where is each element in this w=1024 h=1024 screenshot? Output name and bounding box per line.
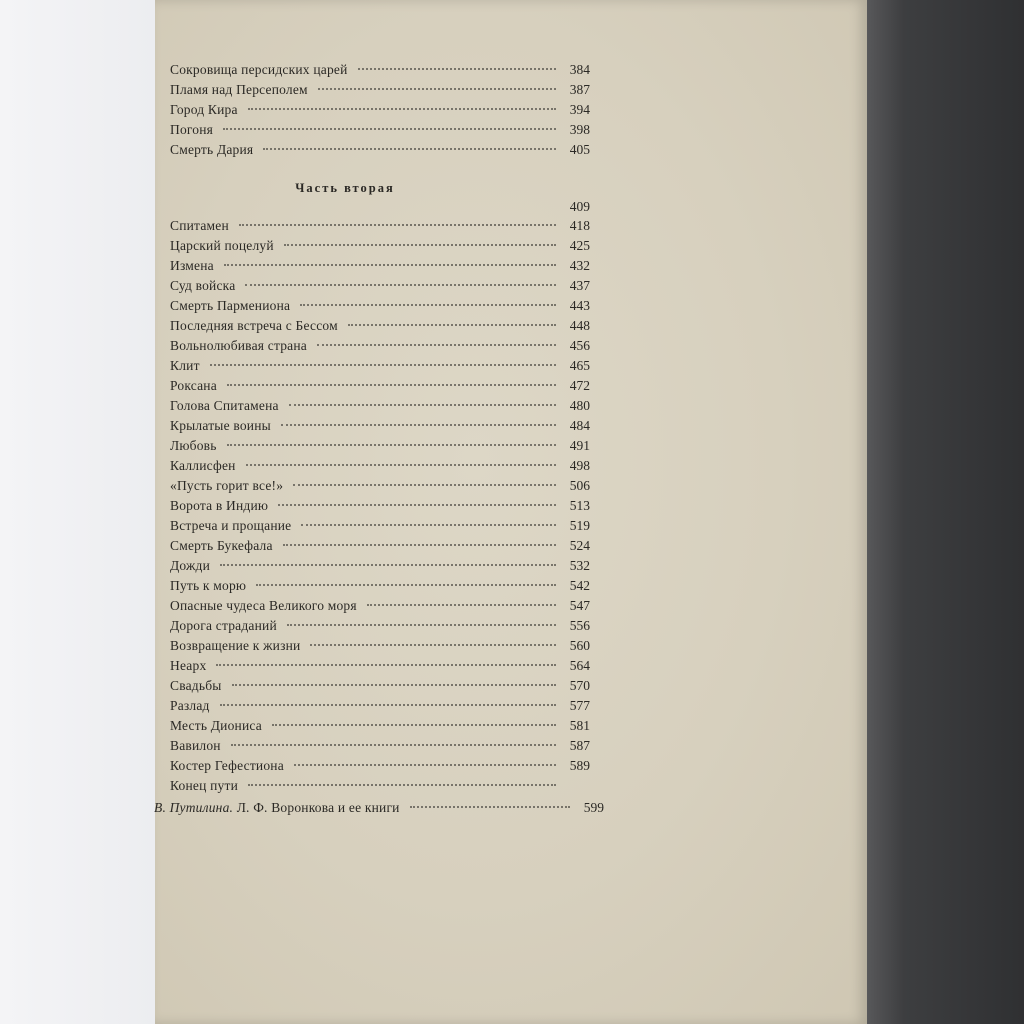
dot-leader [223, 127, 556, 130]
toc-entry-page: 472 [569, 378, 590, 393]
toc-entry [170, 336, 590, 356]
dot-leader [410, 805, 570, 808]
afterword-page: 599 [583, 800, 604, 815]
toc-entry-title: Свадьбы [170, 678, 222, 693]
toc-entry [170, 236, 590, 256]
dot-leader [287, 623, 556, 626]
toc-entry [170, 216, 590, 236]
toc-entry [170, 636, 590, 656]
afterword-author: В. Путилина. [154, 800, 234, 815]
toc-entry-page: 384 [569, 62, 590, 77]
toc-entry [170, 296, 590, 316]
toc-entry-page: 506 [569, 478, 590, 493]
toc-entry-page: 547 [569, 598, 590, 613]
toc-entry-page: 542 [569, 578, 590, 593]
toc-entry-title: Последняя встреча с Бессом [170, 318, 338, 333]
dot-leader [300, 303, 556, 306]
dot-leader [227, 443, 556, 446]
toc-entry-title: Любовь [170, 438, 217, 453]
toc-entry-title: Встреча и прощание [170, 518, 292, 533]
toc-entry-page: 465 [569, 358, 590, 373]
dot-leader [224, 263, 556, 266]
dot-leader [248, 783, 556, 786]
toc-part-one-tail [170, 60, 590, 160]
toc-entry [170, 276, 590, 296]
dot-leader [232, 683, 556, 686]
toc-entry-title: Смерть Пармениона [170, 298, 291, 313]
toc-entry [170, 716, 590, 736]
toc-entry-page: 437 [569, 278, 590, 293]
toc-entry-title: Дорога страданий [170, 618, 277, 633]
toc-entry-title: Суд войска [170, 278, 236, 293]
table-of-contents [154, 60, 604, 818]
toc-entry-page: 532 [569, 558, 590, 573]
dot-leader [284, 243, 556, 246]
dot-leader [248, 107, 556, 110]
toc-entry [170, 376, 590, 396]
toc-entry [170, 356, 590, 376]
dot-leader [227, 383, 556, 386]
dot-leader [283, 543, 556, 546]
toc-entry [170, 496, 590, 516]
toc-entry [170, 756, 590, 776]
dot-leader [216, 663, 556, 666]
toc-entry-title: Вольнолюбивая страна [170, 338, 307, 353]
toc-entry [170, 536, 590, 556]
toc-entry [170, 120, 590, 140]
dot-leader [220, 563, 556, 566]
afterword-entry [154, 798, 604, 818]
toc-entry [170, 456, 590, 476]
toc-entry [170, 80, 590, 100]
toc-entry-page: 564 [569, 658, 590, 673]
toc-part-two [170, 216, 590, 796]
toc-entry-title: Разлад [170, 698, 210, 713]
toc-entry-page: 480 [569, 398, 590, 413]
toc-entry-page: 432 [569, 258, 590, 273]
toc-entry [170, 736, 590, 756]
toc-entry-title: Смерть Дария [170, 142, 254, 157]
toc-entry-page: 425 [569, 238, 590, 253]
toc-entry [170, 316, 590, 336]
toc-entry [170, 60, 590, 80]
toc-entry-title: Неарх [170, 658, 207, 673]
toc-entry [170, 696, 590, 716]
section-page-number: 409 [569, 199, 590, 214]
toc-entry [170, 516, 590, 536]
toc-entry-page: 491 [569, 438, 590, 453]
dot-leader [278, 503, 556, 506]
toc-entry-title: Спитамен [170, 218, 229, 233]
afterword-heading: Л. Ф. Воронкова и ее книги [236, 800, 400, 815]
toc-entry [170, 556, 590, 576]
dot-leader [231, 743, 556, 746]
dot-leader [239, 223, 556, 226]
toc-entry-title: Вавилон [170, 738, 221, 753]
dot-leader [289, 403, 556, 406]
dot-leader [294, 763, 556, 766]
toc-entry-title: Опасные чудеса Великого моря [170, 598, 357, 613]
toc-entry-title: Возвращение к жизни [170, 638, 301, 653]
toc-entry [170, 576, 590, 596]
dot-leader [317, 343, 556, 346]
toc-entry-page: 587 [569, 738, 590, 753]
dot-leader [310, 643, 556, 646]
dot-leader [245, 283, 556, 286]
toc-entry [170, 100, 590, 120]
toc-entry-page: 524 [569, 538, 590, 553]
toc-entry-title: Сокровища персидских царей [170, 62, 348, 77]
toc-entry-title: Смерть Букефала [170, 538, 273, 553]
toc-entry [170, 676, 590, 696]
toc-entry-page: 443 [569, 298, 590, 313]
toc-entry-title: Голова Спитамена [170, 398, 279, 413]
dot-leader [210, 363, 556, 366]
toc-entry [170, 476, 590, 496]
toc-entry-title: Погоня [170, 122, 214, 137]
toc-entry-page: 519 [569, 518, 590, 533]
dot-leader [281, 423, 556, 426]
dot-leader [272, 723, 556, 726]
toc-entry-title: Конец пути [170, 778, 238, 793]
dot-leader [246, 463, 556, 466]
toc-entry-page: 456 [569, 338, 590, 353]
toc-entry-title: Роксана [170, 378, 217, 393]
toc-entry-page: 513 [569, 498, 590, 513]
toc-entry-title: Царский поцелуй [170, 238, 274, 253]
toc-entry-page: 405 [569, 142, 590, 157]
background-left [0, 0, 155, 1024]
background-right [864, 0, 1024, 1024]
toc-entry-page: 418 [569, 218, 590, 233]
toc-entry-page: 448 [569, 318, 590, 333]
dot-leader [301, 523, 556, 526]
dot-leader [220, 703, 556, 706]
toc-entry [170, 396, 590, 416]
dot-leader [318, 87, 556, 90]
toc-entry-page: 394 [569, 102, 590, 117]
toc-entry-title: Каллисфен [170, 458, 236, 473]
toc-entry [170, 416, 590, 436]
toc-entry [170, 616, 590, 636]
toc-entry-page: 589 [569, 758, 590, 773]
toc-entry [170, 436, 590, 456]
toc-entry-title: Дожди [170, 558, 211, 573]
toc-entry-page: 484 [569, 418, 590, 433]
toc-entry-title: Город Кира [170, 102, 238, 117]
toc-entry-page: 498 [569, 458, 590, 473]
toc-entry-page: 556 [569, 618, 590, 633]
dot-leader [367, 603, 556, 606]
toc-entry-page: 577 [569, 698, 590, 713]
afterword-title [154, 798, 406, 818]
toc-entry-page: 581 [569, 718, 590, 733]
toc-entry [170, 596, 590, 616]
dot-leader [256, 583, 556, 586]
toc-entry-title: Клит [170, 358, 200, 373]
toc-entry [170, 776, 590, 796]
toc-entry-title: Крылатые воины [170, 418, 271, 433]
dot-leader [358, 67, 556, 70]
toc-entry-title: Месть Диониса [170, 718, 262, 733]
toc-entry-page: 570 [569, 678, 590, 693]
dot-leader [348, 323, 556, 326]
toc-entry-title: «Пусть горит все!» [170, 478, 284, 493]
section-heading: Часть вторая [295, 181, 395, 195]
toc-entry-page: 387 [569, 82, 590, 97]
toc-entry [170, 140, 590, 160]
toc-entry-title: Пламя над Персеполем [170, 82, 308, 97]
toc-entry [170, 256, 590, 276]
toc-entry-page: 560 [569, 638, 590, 653]
toc-entry-page: 398 [569, 122, 590, 137]
toc-entry-title: Костер Гефестиона [170, 758, 284, 773]
toc-entry-title: Ворота в Индию [170, 498, 269, 513]
dot-leader [293, 483, 556, 486]
toc-entry-title: Путь к морю [170, 578, 247, 593]
dot-leader [263, 147, 556, 150]
toc-entry [170, 656, 590, 676]
toc-entry-title: Измена [170, 258, 214, 273]
